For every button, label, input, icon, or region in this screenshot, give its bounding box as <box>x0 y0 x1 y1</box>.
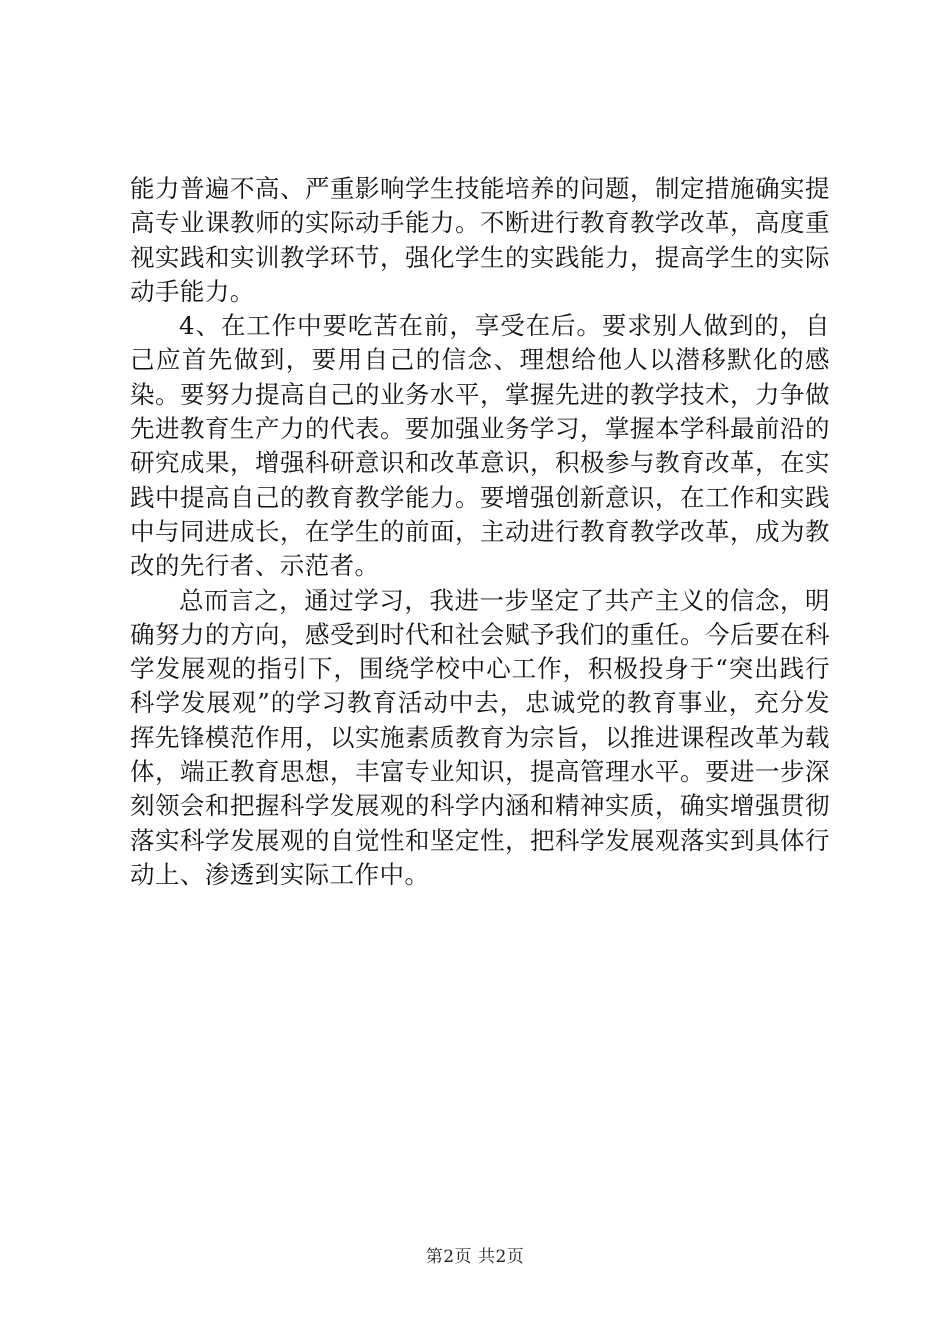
paragraph-conclusion: 总而言之，通过学习，我进一步坚定了共产主义的信念，明确努力的方向，感受到时代和社会赋予我们的重任。今后要在科学发展观的指引下，围绕学校中心工作，积极投身于“突出践行科学发展观”的学习教育活动中去，忠诚党的教育事业，充分发挥先锋模范作用，以实施素质教育为宗旨，以推进课程改革为载体，端正教育思想，丰富专业知识，提高管理水平。要进一步深刻领会和把握科学发展观的科学内涵和精神实质，确实增强贯彻落实科学发展观的自觉性和坚定性，把科学发展观落实到具体行动上、渗透到实际工作中。 <box>130 585 830 889</box>
paragraph-continuation: 能力普遍不高、严重影响学生技能培养的问题，制定措施确实提高专业课教师的实际动手能力。不断进行教育教学改革，高度重视实践和实训教学环节，强化学生的实践能力，提高学生的实际动手能力。 <box>130 174 830 306</box>
paragraph-item-4: 4、在工作中要吃苦在前，享受在后。要求别人做到的，自己应首先做到，要用自己的信念、理想给他人以潜移默化的感染。要努力提高自己的业务水平，掌握先进的教学技术，力争做先进教育生产力的代表。要加强业务学习，掌握本学科最前沿的研究成果，增强科研意识和改革意识，积极参与教育改革，在实践中提高自己的教育教学能力。要增强创新意识，在工作和实践中与同进成长，在学生的前面，主动进行教育教学改革，成为教改的先行者、示范者。 <box>130 311 830 581</box>
document-body <box>130 172 830 892</box>
page-number-footer: 第2页 共2页 <box>425 1247 525 1267</box>
